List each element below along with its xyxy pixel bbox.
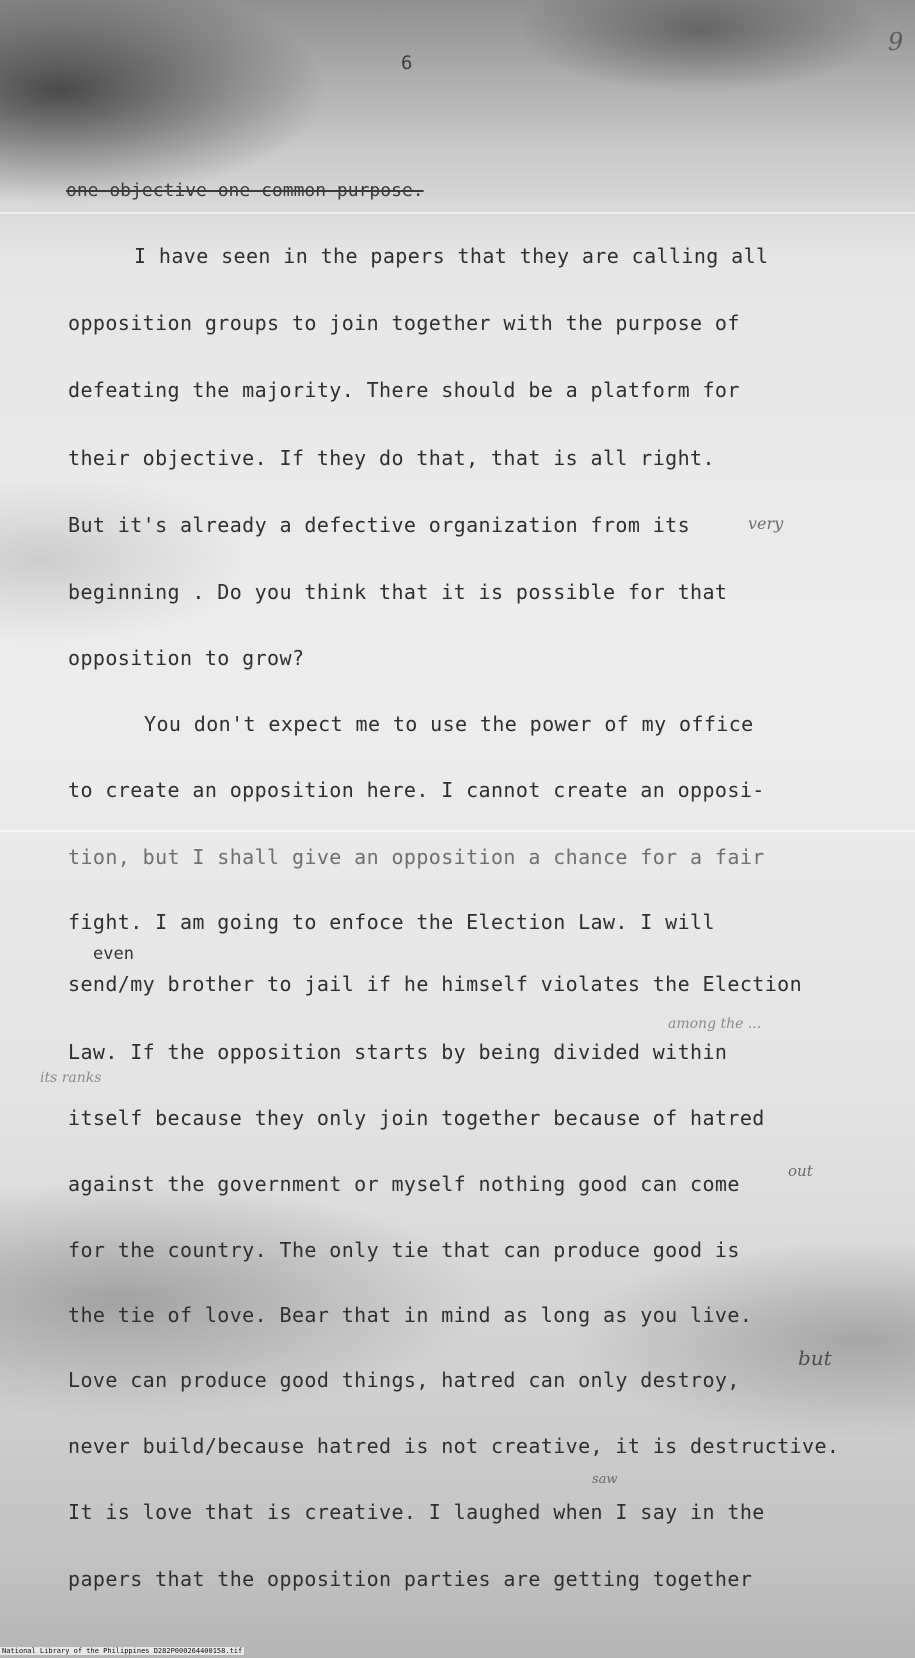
text-line: itself because they only join together because of hatred	[68, 1106, 765, 1130]
text-line: tion, but I shall give an opposition a chance for a fair	[68, 845, 765, 869]
typed-insertion: even	[93, 944, 134, 964]
text-line: their objective. If they do that, that is all right.	[68, 446, 715, 470]
text-line: opposition to grow?	[68, 646, 305, 670]
text-line: send/my brother to jail if he himself violates the Election	[68, 972, 803, 996]
handwritten-insertion: its ranks	[40, 1070, 102, 1086]
text-line: papers that the opposition parties are getting together	[68, 1567, 753, 1591]
fold-line	[0, 212, 915, 214]
text-line: the tie of love. Bear that in mind as long as you live.	[68, 1303, 753, 1327]
handwritten-insertion: out	[788, 1162, 813, 1180]
text-line: Law. If the opposition starts by being divided within	[68, 1040, 728, 1064]
text-line: beginning . Do you think that it is possible for that	[68, 580, 728, 604]
text-line: I have seen in the papers that they are calling all	[134, 244, 769, 268]
text-line: against the government or myself nothing good can come	[68, 1172, 740, 1196]
text-line: defeating the majority. There should be a platform for	[68, 378, 740, 402]
handwritten-page-mark: 9	[888, 28, 904, 56]
text-line: fight. I am going to enfoce the Election Law. I will	[68, 910, 715, 934]
text-line: to create an opposition here. I cannot create an opposi-	[68, 778, 765, 802]
text-line: Love can produce good things, hatred can only destroy,	[68, 1368, 740, 1392]
text-line: for the country. The only tie that can produce good is	[68, 1238, 740, 1262]
text-line: opposition groups to join together with the purpose of	[68, 311, 740, 335]
handwritten-insertion: among the ...	[668, 1016, 762, 1032]
archive-footer: National Library of the Philippines D282P000264400158.tif	[2, 1647, 243, 1655]
fold-line	[0, 830, 915, 832]
page-number: 6	[401, 52, 413, 74]
text-line: You don't expect me to use the power of my office	[144, 712, 754, 736]
text-line: It is love that is creative. I laughed when I say in the	[68, 1500, 765, 1524]
text-line: never build/because hatred is not creative, it is destructive.	[68, 1434, 840, 1458]
handwritten-insertion: saw	[592, 1472, 618, 1487]
handwritten-insertion: but	[798, 1346, 832, 1370]
struck-through-line: one objective one common purpose.	[66, 180, 424, 201]
handwritten-insertion: very	[748, 514, 784, 533]
text-line: But it's already a defective organization from its	[68, 513, 691, 537]
